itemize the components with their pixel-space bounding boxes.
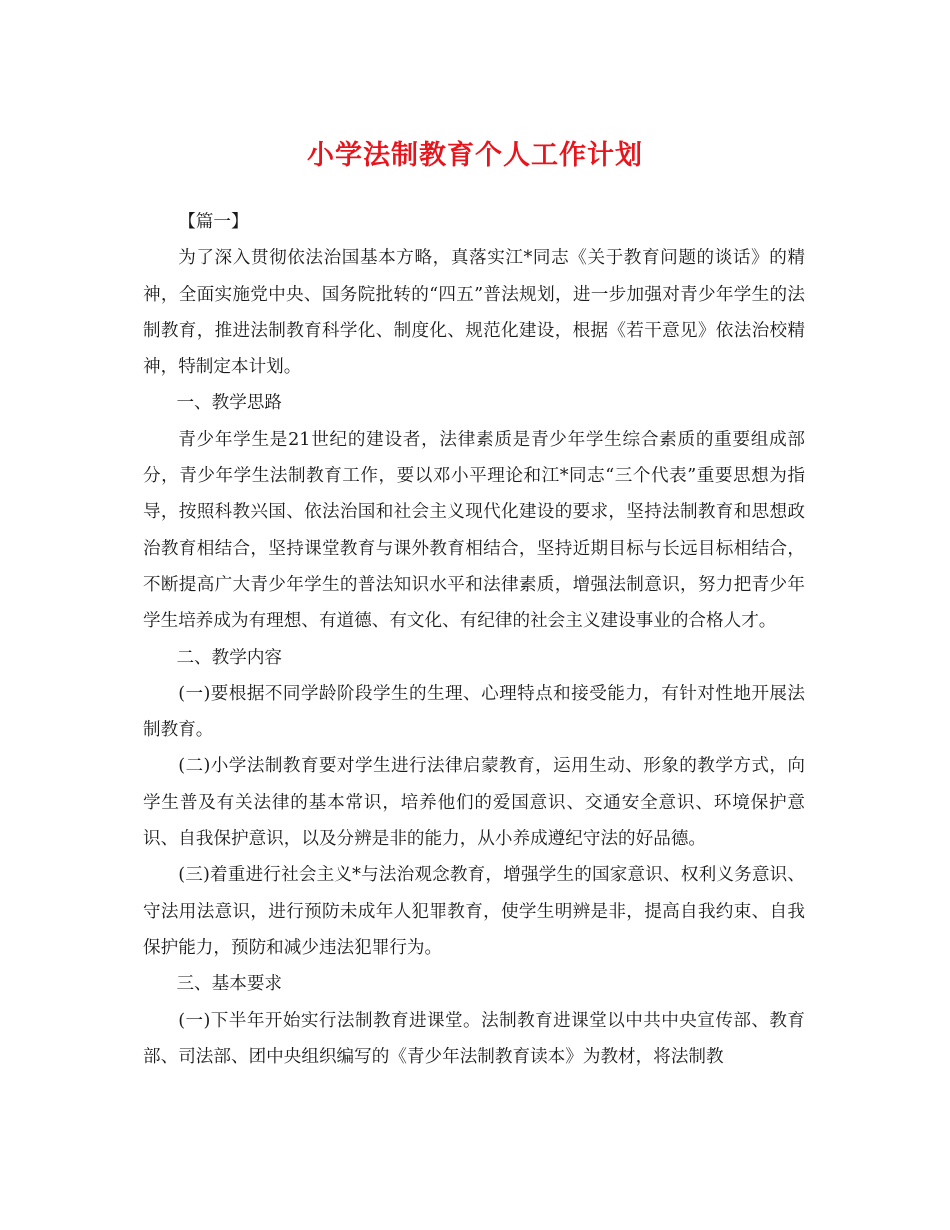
body-paragraph: 为了深入贯彻依法治国基本方略，真落实江*同志《关于教育问题的谈话》的精神，全面实施党中央、国务院批转的“四五”普法规划，进一步加强对青少年学生的法制教育，推进法制教育科学化、制度化、规范化建设，根据《若干意见》依法治校精神，特制定本计划。 bbox=[143, 248, 805, 378]
section-marker: 【篇一】 bbox=[178, 212, 249, 232]
document-body bbox=[143, 204, 805, 1075]
document-title: 小学法制教育个人工作计划 bbox=[307, 140, 643, 171]
section-heading: 三、基本要求 bbox=[176, 974, 283, 995]
body-paragraph: (二)小学法制教育要对学生进行法律启蒙教育，运用生动、形象的教学方式，向学生普及有关法律的基本常识，培养他们的爱国意识、交通安全意识、环境保护意识、自我保护意识，以及分辨是非的能力，从小养成遵纪守法的好品德。 bbox=[143, 756, 805, 850]
body-paragraph: (三)着重进行社会主义*与法治观念教育，增强学生的国家意识、权利义务意识、守法用法意识，进行预防未成年人犯罪教育，使学生明辨是非，提高自我约束、自我保护能力，预防和减少违法犯罪行为。 bbox=[143, 865, 805, 958]
body-paragraph: (一)下半年开始实行法制教育进课堂。法制教育进课堂以中共中央宣传部、教育部、司法部、团中央组织编写的《青少年法制教育读本》为教材，将法制教 bbox=[143, 1010, 805, 1067]
section-heading: 一、教学思路 bbox=[176, 393, 283, 414]
body-paragraph: (一)要根据不同学龄阶段学生的生理、心理特点和接受能力，有针对性地开展法制教育。 bbox=[143, 683, 805, 741]
body-paragraph: 青少年学生是21世纪的建设者，法律素质是青少年学生综合素质的重要组成部分，青少年学生法制教育工作，要以邓小平理论和江*同志“三个代表”重要思想为指导，按照科教兴国、依法治国和社会主义现代化建设的要求，坚持法制教育和思想政治教育相结合，坚持课堂教育与课外教育相结合，坚持近期目标与长远目标相结合，不断提高广大青少年学生的普法知识水平和法律素质，增强法制意识，努力把青少年学生培养成为有理想、有道德、有文化、有纪律的社会主义建设事业的合格人才。 bbox=[143, 429, 805, 632]
section-heading: 二、教学内容 bbox=[176, 647, 283, 668]
